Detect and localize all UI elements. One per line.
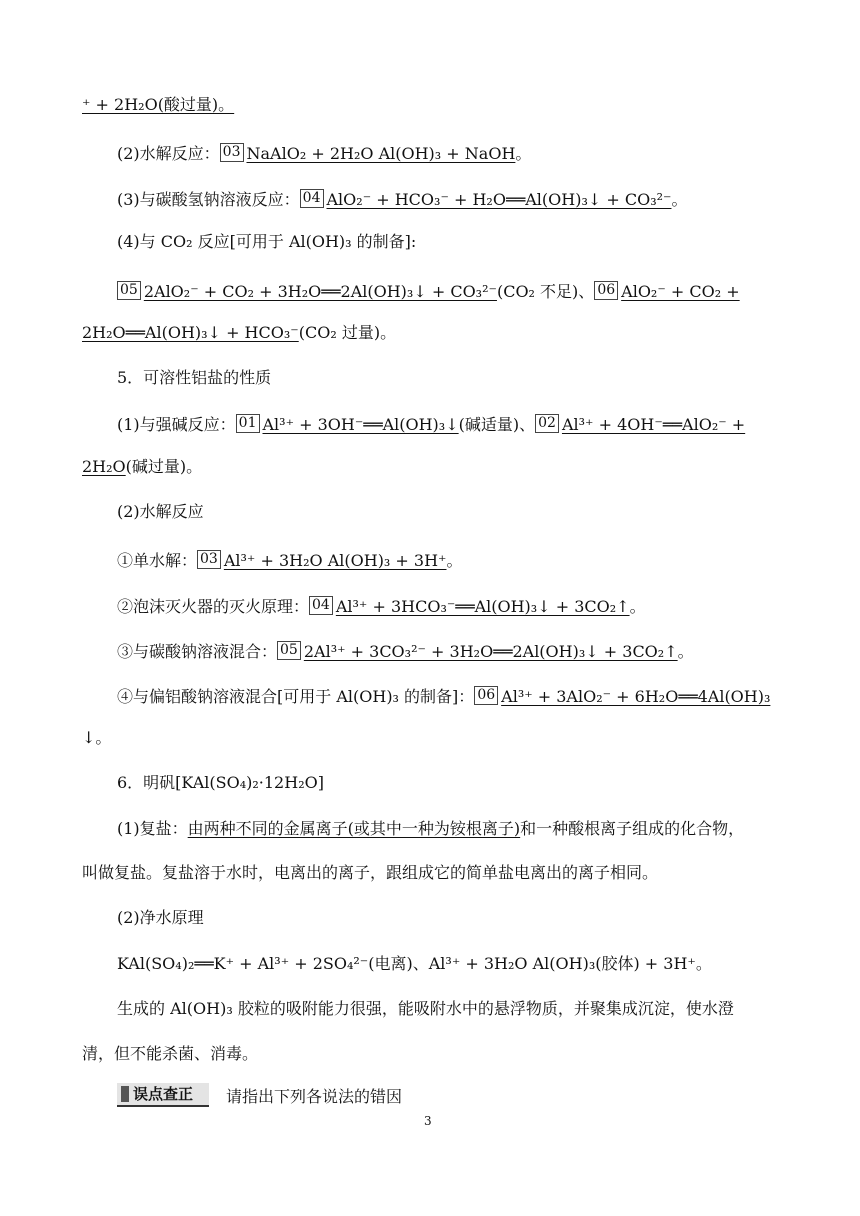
text-line: KAl(SO₄)₂══K⁺ + Al³⁺ + 2SO₄²⁻(电离)、Al³⁺ + 3H₂O Al(OH)₃(胶体) + 3H⁺。 bbox=[117, 954, 712, 973]
text-line: (3)与碳酸氢钠溶液反应： 04 AlO₂⁻ + HCO₃⁻ + H₂O══Al(OH)₃↓ + CO₃²⁻。 bbox=[117, 190, 688, 209]
text-line: ③与碳酸钠溶液混合： 05 2Al³⁺ + 3CO₃²⁻ + 3H₂O══2Al(OH)₃↓ + 3CO₂↑。 bbox=[117, 642, 694, 661]
equation: Al³⁺ + 3H₂O Al(OH)₃ + 3H⁺ bbox=[223, 551, 447, 570]
text-line: (2)水解反应 bbox=[117, 502, 204, 521]
answer-number: 04 bbox=[300, 189, 324, 208]
equation: 2Al³⁺ + 3CO₃²⁻ + 3H₂O══2Al(OH)₃↓ + 3CO₂↑ bbox=[303, 642, 678, 661]
text-line: ②泡沫灭火器的灭火原理： 04 Al³⁺ + 3HCO₃⁻══Al(OH)₃↓ + 3CO₂↑。 bbox=[117, 597, 646, 616]
section-heading: 5．可溶性铝盐的性质 bbox=[117, 368, 272, 387]
answer-number: 05 bbox=[277, 641, 301, 660]
equation: AlO₂⁻ + HCO₃⁻ + H₂O══Al(OH)₃↓ + CO₃²⁻ bbox=[326, 190, 672, 209]
badge-instruction: 请指出下列各说法的错因 bbox=[226, 1087, 403, 1106]
text-line: 叫做复盐。复盐溶于水时，电离出的离子，跟组成它的简单盐电离出的离子相同。 bbox=[82, 863, 659, 882]
page-number: 3 bbox=[424, 1114, 432, 1128]
text-line: 清，但不能杀菌、消毒。 bbox=[82, 1044, 259, 1063]
answer-number: 03 bbox=[197, 550, 221, 569]
error-check-badge bbox=[117, 1083, 209, 1107]
answer-number: 02 bbox=[535, 414, 559, 433]
section-heading: 6．明矾[KAl(SO₄)₂·12H₂O] bbox=[117, 773, 324, 792]
text-line: 05 2AlO₂⁻ + CO₂ + 3H₂O══2Al(OH)₃↓ + CO₃²⁻(CO₂ 不足)、 06 AlO₂⁻ + CO₂ + bbox=[117, 281, 740, 303]
badge-marker-icon bbox=[121, 1086, 129, 1102]
equation: Al³⁺ + 4OH⁻══AlO₂⁻ + bbox=[561, 415, 746, 434]
answer-number: 06 bbox=[594, 281, 618, 300]
text-line: 2H₂O(碱过量)。 bbox=[82, 457, 203, 476]
text-line: (1)复盐：由两种不同的金属离子(或其中一种为铵根离子)和一种酸根离子组成的化合物， bbox=[117, 819, 745, 838]
answer-number: 01 bbox=[236, 414, 260, 433]
text-line: ①单水解： 03 Al³⁺ + 3H₂O Al(OH)₃ + 3H⁺。 bbox=[117, 551, 463, 570]
text-line: (4)与 CO₂ 反应[可用于 Al(OH)₃ 的制备]: bbox=[117, 232, 417, 251]
badge-label: 误点查正 bbox=[133, 1085, 194, 1103]
text-line: ⁺ + 2H₂O(酸过量)。 bbox=[82, 95, 235, 114]
equation: 2H₂O bbox=[82, 457, 126, 476]
text-line: (2)净水原理 bbox=[117, 908, 204, 927]
equation: NaAlO₂ + 2H₂O Al(OH)₃ + NaOH bbox=[246, 144, 516, 163]
answer-number: 04 bbox=[309, 596, 333, 615]
equation: Al³⁺ + 3OH⁻══Al(OH)₃↓ bbox=[262, 415, 459, 434]
equation: Al³⁺ + 3HCO₃⁻══Al(OH)₃↓ + 3CO₂↑ bbox=[335, 597, 630, 616]
text-line: 生成的 Al(OH)₃ 胶粒的吸附能力很强，能吸附水中的悬浮物质，并聚集成沉淀，使水澄 bbox=[117, 999, 734, 1018]
text-line: ④与偏铝酸钠溶液混合[可用于 Al(OH)₃ 的制备]： 06 Al³⁺ + 3AlO₂⁻ + 6H₂O══4Al(OH)₃ bbox=[117, 687, 771, 706]
text-line: ↓。 bbox=[82, 728, 112, 747]
text-line: 2H₂O══Al(OH)₃↓ + HCO₃⁻(CO₂ 过量)。 bbox=[82, 323, 397, 342]
answer-number: 05 bbox=[117, 281, 141, 300]
equation: AlO₂⁻ + CO₂ + bbox=[621, 282, 740, 301]
equation: Al³⁺ + 3AlO₂⁻ + 6H₂O══4Al(OH)₃ bbox=[501, 687, 771, 706]
underlined-definition: 由两种不同的金属离子(或其中一种为铵根离子) bbox=[187, 819, 521, 838]
text-line: (2)水解反应： 03 NaAlO₂ + 2H₂O Al(OH)₃ + NaOH。 bbox=[117, 144, 532, 163]
text-line: (1)与强碱反应： 01 Al³⁺ + 3OH⁻══Al(OH)₃↓(碱适量)、 02 Al³⁺ + 4OH⁻══AlO₂⁻ + bbox=[117, 415, 746, 434]
equation: 2AlO₂⁻ + CO₂ + 3H₂O══2Al(OH)₃↓ + CO₃²⁻ bbox=[143, 282, 497, 301]
answer-number: 06 bbox=[474, 686, 498, 705]
answer-number: 03 bbox=[220, 143, 244, 162]
equation: 2H₂O══Al(OH)₃↓ + HCO₃⁻ bbox=[82, 323, 299, 342]
